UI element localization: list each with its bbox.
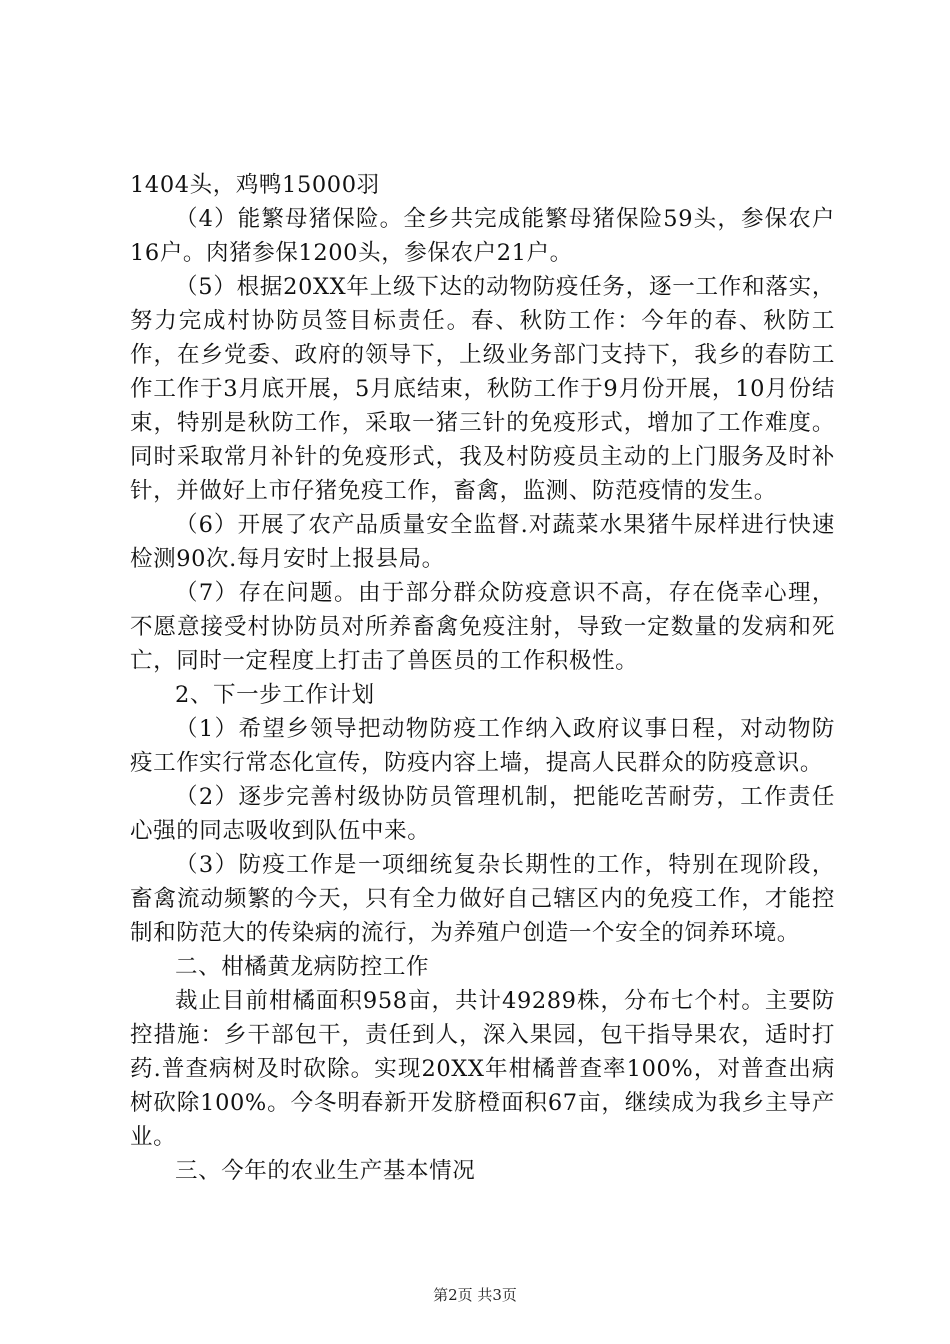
paragraph-quality-supervision: （6）开展了农产品质量安全监督.对蔬菜水果猪牛尿样进行快速检测90次.每月安时上报县局。: [130, 512, 835, 572]
paragraph-plan-2: （2）逐步完善村级协防员管理机制，把能吃苦耐劳，工作责任心强的同志吸收到队伍中来。: [130, 784, 835, 844]
paragraph-problems: （7）存在问题。由于部分群众防疫意识不高，存在侥幸心理，不愿意接受村协防员对所养畜禽免疫注射，导致一定数量的发病和死亡，同时一定程度上打击了兽医员的工作积极性。: [130, 580, 835, 674]
paragraph-epidemic-tasks: （5）根据20XX年上级下达的动物防疫任务，逐一工作和落实，努力完成村协防员签目标责任。春、秋防工作：今年的春、秋防工作，在乡党委、政府的领导下，上级业务部门支持下，我乡的春防工作工作于3月底开展，5月底结束，秋防工作于9月份开展，10月份结束，特别是秋防工作，采取一猪三针的免疫形式，增加了工作难度。同时采取常月补针的免疫形式，我及村防疫员主动的上门服务及时补针，并做好上市仔猪免疫工作，畜禽，监测、防范疫情的发生。: [130, 274, 835, 504]
paragraph-continuation: 1404头，鸡鸭15000羽: [130, 172, 380, 198]
section-heading-citrus: 二、柑橘黄龙病防控工作: [175, 954, 430, 980]
document-body: [130, 168, 835, 1188]
page-number-label: 第2页 共3页: [433, 1286, 517, 1304]
section-heading-next-plan: 2、下一步工作计划: [175, 682, 375, 708]
paragraph-citrus: 裁止目前柑橘面积958亩，共计49289株，分布七个村。主要防控措施：乡干部包干，责任到人，深入果园，包干指导果农，适时打药.普查病树及时砍除。实现20XX年柑橘普查率100%，对普查出病树砍除100%。今冬明春新开发脐橙面积67亩，继续成为我乡主导产业。: [130, 988, 835, 1150]
paragraph-plan-3: （3）防疫工作是一项细统复杂长期性的工作，特别在现阶段，畜禽流动频繁的今天，只有全力做好自己辖区内的免疫工作，才能控制和防范大的传染病的流行，为养殖户创造一个安全的饲养环境。: [130, 852, 835, 946]
paragraph-plan-1: （1）希望乡领导把动物防疫工作纳入政府议事日程，对动物防疫工作实行常态化宣传，防疫内容上墙，提高人民群众的防疫意识。: [130, 716, 835, 776]
paragraph-sow-insurance: （4）能繁母猪保险。全乡共完成能繁母猪保险59头，参保农户16户。肉猪参保1200头，参保农户21户。: [130, 206, 835, 266]
page-footer: [0, 1285, 950, 1305]
section-heading-agriculture: 三、今年的农业生产基本情况: [175, 1158, 476, 1184]
